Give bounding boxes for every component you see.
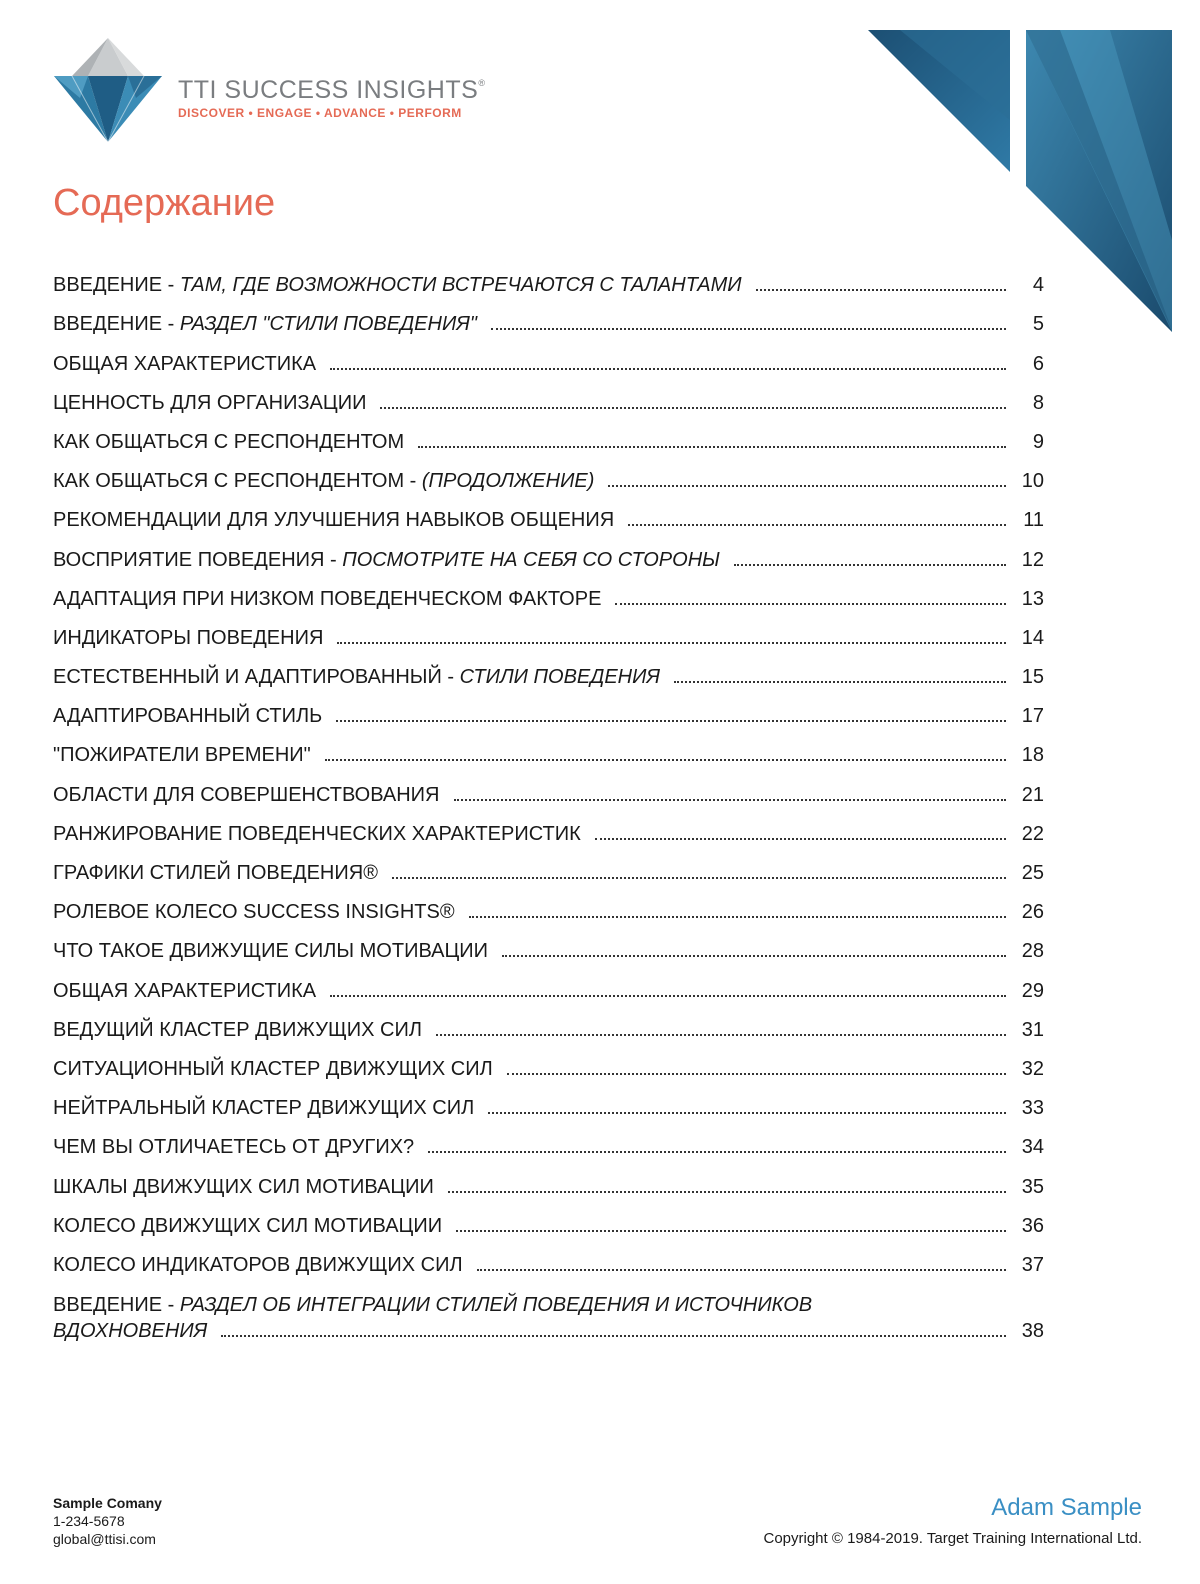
toc-entry[interactable] bbox=[53, 885, 1044, 924]
toc-entry-title-continued: ВДОХНОВЕНИЯ bbox=[53, 1319, 208, 1342]
toc-entry[interactable] bbox=[53, 532, 1044, 571]
toc-entry-title: РАНЖИРОВАНИЕ ПОВЕДЕНЧЕСКИХ ХАРАКТЕРИСТИК bbox=[53, 822, 581, 845]
toc-entry[interactable] bbox=[53, 1120, 1044, 1159]
toc-entry[interactable] bbox=[53, 572, 1044, 611]
toc-entry[interactable] bbox=[53, 807, 1044, 846]
toc-leader-dots bbox=[436, 1034, 1006, 1036]
toc-page-number: 36 bbox=[1021, 1214, 1044, 1237]
footer-person-name: Adam Sample bbox=[991, 1494, 1142, 1521]
toc-entry[interactable] bbox=[53, 728, 1044, 767]
table-of-contents bbox=[53, 258, 1044, 1343]
toc-page-number: 18 bbox=[1021, 744, 1044, 767]
toc-entry-title: КАК ОБЩАТЬСЯ С РЕСПОНДЕНТОМ bbox=[53, 430, 405, 453]
toc-entry-title: ЧТО ТАКОЕ ДВИЖУЩИЕ СИЛЫ МОТИВАЦИИ bbox=[53, 940, 488, 963]
toc-entry-title: ГРАФИКИ СТИЛЕЙ ПОВЕДЕНИЯ® bbox=[53, 862, 378, 884]
toc-entry-title: КОЛЕСО ИНДИКАТОРОВ ДВИЖУЩИХ СИЛ bbox=[53, 1253, 463, 1276]
toc-leader-dots bbox=[734, 564, 1006, 566]
toc-entry-title: АДАПТИРОВАННЫЙ СТИЛЬ bbox=[53, 705, 323, 728]
toc-page-number: 15 bbox=[1021, 666, 1044, 689]
toc-entry-title: СИТУАЦИОННЫЙ КЛАСТЕР ДВИЖУЩИХ СИЛ bbox=[53, 1057, 493, 1080]
toc-leader-dots bbox=[380, 407, 1006, 409]
toc-entry-title: ШКАЛЫ ДВИЖУЩИХ СИЛ МОТИВАЦИИ bbox=[53, 1175, 434, 1198]
toc-leader-dots bbox=[448, 1191, 1006, 1193]
footer-company: Sample Comany bbox=[53, 1495, 162, 1511]
toc-page-number: 33 bbox=[1021, 1097, 1044, 1120]
toc-entry-title: ВВЕДЕНИЕ - РАЗДЕЛ ОБ ИНТЕГРАЦИИ СТИЛЕЙ ПОВЕДЕНИЯ И ИСТОЧНИКОВ bbox=[53, 1293, 813, 1316]
toc-entry[interactable] bbox=[53, 454, 1044, 493]
toc-page-number: 10 bbox=[1021, 470, 1044, 493]
toc-leader-dots bbox=[454, 799, 1006, 801]
toc-leader-dots bbox=[674, 681, 1006, 683]
toc-leader-dots bbox=[491, 328, 1006, 330]
toc-entry[interactable] bbox=[53, 846, 1044, 885]
toc-entry[interactable] bbox=[53, 689, 1044, 728]
toc-page-number: 28 bbox=[1021, 940, 1044, 963]
toc-entry-title: ИНДИКАТОРЫ ПОВЕДЕНИЯ bbox=[53, 626, 324, 649]
footer-phone: 1-234-5678 bbox=[53, 1513, 125, 1529]
toc-leader-dots bbox=[221, 1335, 1006, 1337]
footer-copyright: Copyright © 1984-2019. Target Training International Ltd. bbox=[763, 1530, 1142, 1547]
toc-entry-title: КОЛЕСО ДВИЖУЩИХ СИЛ МОТИВАЦИИ bbox=[53, 1214, 443, 1237]
toc-leader-dots bbox=[488, 1112, 1006, 1114]
toc-leader-dots bbox=[477, 1269, 1006, 1271]
toc-entry[interactable] bbox=[53, 1199, 1044, 1238]
toc-leader-dots bbox=[756, 289, 1006, 291]
toc-leader-dots bbox=[428, 1151, 1006, 1153]
toc-page-number: 13 bbox=[1021, 587, 1044, 610]
toc-page-number: 25 bbox=[1021, 862, 1044, 884]
toc-entry[interactable] bbox=[53, 1159, 1044, 1198]
toc-leader-dots bbox=[608, 485, 1006, 487]
toc-entry[interactable] bbox=[53, 611, 1044, 650]
toc-entry-title: ВЕДУЩИЙ КЛАСТЕР ДВИЖУЩИХ СИЛ bbox=[53, 1018, 422, 1041]
toc-entry-title: НЕЙТРАЛЬНЫЙ КЛАСТЕР ДВИЖУЩИХ СИЛ bbox=[53, 1097, 475, 1120]
toc-page-number: 17 bbox=[1021, 705, 1044, 728]
toc-leader-dots bbox=[337, 642, 1006, 644]
footer-email[interactable]: global@ttisi.com bbox=[53, 1531, 156, 1547]
toc-entry-title: ВВЕДЕНИЕ - РАЗДЕЛ "СТИЛИ ПОВЕДЕНИЯ" bbox=[53, 313, 477, 336]
toc-entry[interactable] bbox=[53, 1003, 1044, 1042]
toc-page-number: 21 bbox=[1021, 783, 1044, 806]
toc-leader-dots bbox=[336, 720, 1006, 722]
toc-leader-dots bbox=[325, 759, 1006, 761]
toc-page-number: 14 bbox=[1021, 626, 1044, 649]
toc-page-number: 11 bbox=[1023, 509, 1044, 532]
toc-leader-dots bbox=[469, 916, 1006, 918]
toc-entry-title: ЦЕННОСТЬ ДЛЯ ОРГАНИЗАЦИИ bbox=[53, 391, 367, 414]
toc-entry-title: РОЛЕВОЕ КОЛЕСО SUCCESS INSIGHTS® bbox=[53, 901, 455, 924]
toc-page-number: 26 bbox=[1021, 901, 1044, 924]
toc-leader-dots bbox=[628, 524, 1006, 526]
toc-entry-title: ЧЕМ ВЫ ОТЛИЧАЕТЕСЬ ОТ ДРУГИХ? bbox=[53, 1136, 415, 1159]
toc-leader-dots bbox=[502, 955, 1006, 957]
toc-leader-dots bbox=[456, 1230, 1006, 1232]
toc-leader-dots bbox=[330, 995, 1006, 997]
toc-page-number: 8 bbox=[1032, 391, 1044, 414]
toc-page-number: 4 bbox=[1032, 274, 1044, 297]
toc-entry[interactable] bbox=[53, 1277, 1044, 1343]
toc-entry[interactable] bbox=[53, 493, 1044, 532]
toc-entry[interactable] bbox=[53, 297, 1044, 336]
toc-entry-title: КАК ОБЩАТЬСЯ С РЕСПОНДЕНТОМ - (ПРОДОЛЖЕНИЕ) bbox=[53, 470, 595, 493]
toc-entry[interactable] bbox=[53, 924, 1044, 963]
toc-page-number: 22 bbox=[1021, 822, 1044, 845]
toc-leader-dots bbox=[507, 1073, 1006, 1075]
toc-page-number: 37 bbox=[1021, 1253, 1044, 1276]
toc-leader-dots bbox=[615, 603, 1006, 605]
toc-entry[interactable] bbox=[53, 258, 1044, 297]
toc-entry-title: ВОСПРИЯТИЕ ПОВЕДЕНИЯ - ПОСМОТРИТЕ НА СЕБЯ СО СТОРОНЫ bbox=[53, 548, 720, 571]
toc-entry[interactable] bbox=[53, 1042, 1044, 1081]
toc-page-number: 38 bbox=[1021, 1319, 1044, 1342]
toc-entry[interactable] bbox=[53, 415, 1044, 454]
toc-entry[interactable] bbox=[53, 767, 1044, 806]
page-title: Содержание bbox=[53, 182, 276, 224]
brand-name: TTI SUCCESS INSIGHTS® bbox=[178, 76, 486, 104]
toc-entry-title: ВВЕДЕНИЕ - ТАМ, ГДЕ ВОЗМОЖНОСТИ ВСТРЕЧАЮТСЯ С ТАЛАНТАМИ bbox=[53, 274, 742, 297]
toc-entry[interactable] bbox=[53, 1238, 1044, 1277]
toc-leader-dots bbox=[595, 838, 1006, 840]
toc-page-number: 9 bbox=[1032, 430, 1044, 453]
toc-leader-dots bbox=[418, 446, 1006, 448]
brand-tagline: DISCOVER • ENGAGE • ADVANCE • PERFORM bbox=[178, 106, 462, 120]
toc-entry[interactable] bbox=[53, 376, 1044, 415]
toc-entry[interactable] bbox=[53, 650, 1044, 689]
toc-leader-dots bbox=[392, 877, 1006, 879]
toc-page-number: 6 bbox=[1032, 352, 1044, 375]
toc-page-number: 29 bbox=[1021, 979, 1044, 1002]
toc-entry-title: АДАПТАЦИЯ ПРИ НИЗКОМ ПОВЕДЕНЧЕСКОМ ФАКТОРЕ bbox=[53, 587, 602, 610]
footer-contact bbox=[53, 1494, 162, 1548]
toc-entry-title: РЕКОМЕНДАЦИИ ДЛЯ УЛУЧШЕНИЯ НАВЫКОВ ОБЩЕНИЯ bbox=[53, 509, 615, 532]
toc-entry-title: ОБЩАЯ ХАРАКТЕРИСТИКА bbox=[53, 979, 317, 1002]
toc-entry-title: ЕСТЕСТВЕННЫЙ И АДАПТИРОВАННЫЙ - СТИЛИ ПОВЕДЕНИЯ bbox=[53, 666, 661, 689]
toc-page-number: 35 bbox=[1021, 1175, 1044, 1198]
toc-page-number: 31 bbox=[1021, 1018, 1044, 1041]
toc-entry[interactable] bbox=[53, 1081, 1044, 1120]
toc-entry-title: ОБЩАЯ ХАРАКТЕРИСТИКА bbox=[53, 352, 317, 375]
toc-entry-title: "ПОЖИРАТЕЛИ ВРЕМЕНИ" bbox=[53, 744, 311, 767]
toc-leader-dots bbox=[330, 368, 1006, 370]
toc-page-number: 12 bbox=[1021, 548, 1044, 571]
toc-page-number: 5 bbox=[1032, 313, 1044, 336]
toc-entry[interactable] bbox=[53, 336, 1044, 375]
toc-entry-title: ОБЛАСТИ ДЛЯ СОВЕРШЕНСТВОВАНИЯ bbox=[53, 783, 440, 806]
toc-page-number: 32 bbox=[1021, 1057, 1044, 1080]
brand-logo-icon bbox=[52, 36, 164, 144]
toc-entry[interactable] bbox=[53, 963, 1044, 1002]
toc-page-number: 34 bbox=[1021, 1136, 1044, 1159]
